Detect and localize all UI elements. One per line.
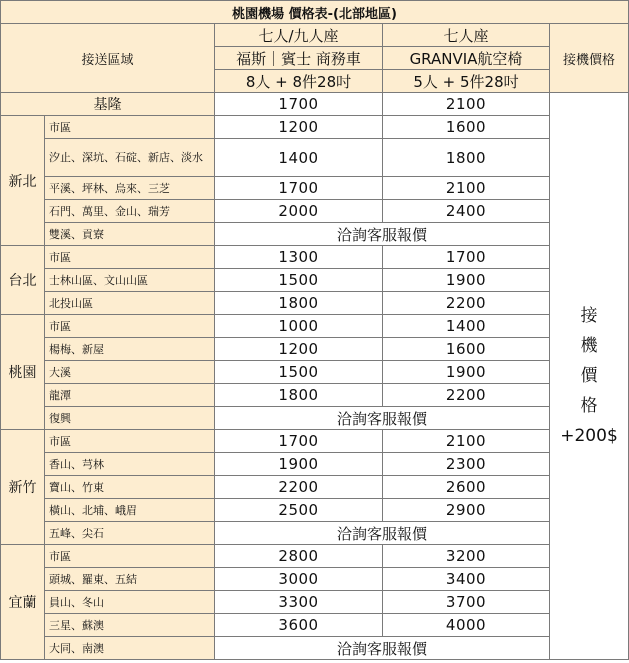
contact-note: 洽詢客服報價 xyxy=(215,637,550,660)
subarea-label: 寶山、竹東 xyxy=(45,476,215,499)
price-cell-b: 1900 xyxy=(383,269,550,292)
vehicle-b-seats: 七人座 xyxy=(383,24,550,47)
table-row xyxy=(1,338,629,361)
subarea-label: 復興 xyxy=(45,407,215,430)
price-cell-a: 1200 xyxy=(215,116,383,139)
subarea-label: 市區 xyxy=(45,430,215,453)
table-row xyxy=(1,177,629,200)
price-cell-b: 3200 xyxy=(383,545,550,568)
price-cell-a: 1500 xyxy=(215,361,383,384)
subarea-label: 汐止、深坑、石碇、新店、淡水 xyxy=(45,139,215,177)
price-cell-a: 1300 xyxy=(215,246,383,269)
keelung-price-b: 2100 xyxy=(383,93,550,116)
table-row xyxy=(1,139,629,177)
table-row xyxy=(1,315,629,338)
subarea-label: 雙溪、貢寮 xyxy=(45,223,215,246)
price-cell-b: 1900 xyxy=(383,361,550,384)
subarea-label: 五峰、尖石 xyxy=(45,522,215,545)
price-cell-a: 3000 xyxy=(215,568,383,591)
region-label: 宜蘭 xyxy=(1,545,45,660)
vehicle-b-models: GRANVIA航空椅 xyxy=(383,47,550,70)
vehicle-a-capacity: 8人 + 8件28吋 xyxy=(215,70,383,93)
subarea-label: 三星、蘇澳 xyxy=(45,614,215,637)
subarea-label: 市區 xyxy=(45,315,215,338)
price-cell-a: 1700 xyxy=(215,177,383,200)
price-cell-a: 2800 xyxy=(215,545,383,568)
price-cell-b: 2400 xyxy=(383,200,550,223)
area-header: 接送區域 xyxy=(1,24,215,93)
price-cell-a: 1800 xyxy=(215,384,383,407)
price-cell-a: 1500 xyxy=(215,269,383,292)
price-cell-a: 1800 xyxy=(215,292,383,315)
price-cell-a: 2500 xyxy=(215,499,383,522)
subarea-label: 市區 xyxy=(45,545,215,568)
price-cell-b: 2100 xyxy=(383,177,550,200)
region-label: 桃園 xyxy=(1,315,45,430)
price-cell-b: 1700 xyxy=(383,246,550,269)
table-row xyxy=(1,116,629,139)
table-row xyxy=(1,522,629,545)
table-row xyxy=(1,384,629,407)
contact-note: 洽詢客服報價 xyxy=(215,407,550,430)
pickup-note-char: 接 xyxy=(580,306,598,326)
price-cell-b: 2900 xyxy=(383,499,550,522)
vehicle-a-models: 福斯｜賓士 商務車 xyxy=(215,47,383,70)
table-row xyxy=(1,292,629,315)
table-row xyxy=(1,453,629,476)
price-cell-b: 2200 xyxy=(383,292,550,315)
subarea-label: 員山、冬山 xyxy=(45,591,215,614)
price-cell-b: 3400 xyxy=(383,568,550,591)
table-row xyxy=(1,361,629,384)
table-row xyxy=(1,407,629,430)
keelung-row xyxy=(1,93,629,116)
price-cell-b: 2200 xyxy=(383,384,550,407)
subarea-label: 石門、萬里、金山、瑞芳 xyxy=(45,200,215,223)
region-label: 新竹 xyxy=(1,430,45,545)
subarea-label: 橫山、北埔、峨眉 xyxy=(45,499,215,522)
subarea-label: 士林山區、文山山區 xyxy=(45,269,215,292)
pickup-header: 接機價格 xyxy=(550,24,629,93)
table-row xyxy=(1,499,629,522)
contact-note: 洽詢客服報價 xyxy=(215,522,550,545)
title-row xyxy=(1,1,629,24)
pickup-extra-cell xyxy=(550,93,629,660)
pickup-note-char: 價 xyxy=(580,366,598,386)
price-cell-b: 2300 xyxy=(383,453,550,476)
subarea-label: 市區 xyxy=(45,246,215,269)
subarea-label: 楊梅、新屋 xyxy=(45,338,215,361)
table-row xyxy=(1,223,629,246)
price-cell-a: 1400 xyxy=(215,139,383,177)
pickup-note-char: 機 xyxy=(580,336,598,356)
table-title: 桃園機場 價格表-(北部地區) xyxy=(1,1,629,24)
price-cell-b: 1600 xyxy=(383,338,550,361)
table-row xyxy=(1,476,629,499)
table-row xyxy=(1,591,629,614)
subarea-label: 大同、南澳 xyxy=(45,637,215,660)
price-cell-b: 1800 xyxy=(383,139,550,177)
table-row xyxy=(1,430,629,453)
vehicle-b-capacity: 5人 + 5件28吋 xyxy=(383,70,550,93)
region-label: 新北 xyxy=(1,116,45,246)
table-row xyxy=(1,269,629,292)
price-cell-a: 1700 xyxy=(215,430,383,453)
price-cell-a: 3300 xyxy=(215,591,383,614)
price-cell-b: 4000 xyxy=(383,614,550,637)
subarea-label: 市區 xyxy=(45,116,215,139)
table-row xyxy=(1,614,629,637)
table-row xyxy=(1,637,629,660)
contact-note: 洽詢客服報價 xyxy=(215,223,550,246)
price-cell-a: 1200 xyxy=(215,338,383,361)
subarea-label: 大溪 xyxy=(45,361,215,384)
pickup-extra-amount: +200$ xyxy=(560,426,618,446)
price-cell-b: 1400 xyxy=(383,315,550,338)
keelung-label: 基隆 xyxy=(1,93,215,116)
price-cell-a: 2000 xyxy=(215,200,383,223)
table-row xyxy=(1,246,629,269)
price-cell-a: 2200 xyxy=(215,476,383,499)
subarea-label: 香山、芎林 xyxy=(45,453,215,476)
price-cell-a: 3600 xyxy=(215,614,383,637)
header-row-seats xyxy=(1,24,629,47)
table-row xyxy=(1,568,629,591)
subarea-label: 北投山區 xyxy=(45,292,215,315)
region-label: 台北 xyxy=(1,246,45,315)
price-cell-b: 2100 xyxy=(383,430,550,453)
price-cell-b: 1600 xyxy=(383,116,550,139)
keelung-price-a: 1700 xyxy=(215,93,383,116)
vehicle-a-seats: 七人/九人座 xyxy=(215,24,383,47)
table-row xyxy=(1,545,629,568)
subarea-label: 龍潭 xyxy=(45,384,215,407)
subarea-label: 平溪、坪林、烏來、三芝 xyxy=(45,177,215,200)
table-row xyxy=(1,200,629,223)
pickup-note xyxy=(550,301,628,451)
price-cell-a: 1000 xyxy=(215,315,383,338)
price-cell-b: 2600 xyxy=(383,476,550,499)
price-cell-a: 1900 xyxy=(215,453,383,476)
pickup-note-char: 格 xyxy=(580,396,598,416)
price-cell-b: 3700 xyxy=(383,591,550,614)
subarea-label: 頭城、羅東、五結 xyxy=(45,568,215,591)
